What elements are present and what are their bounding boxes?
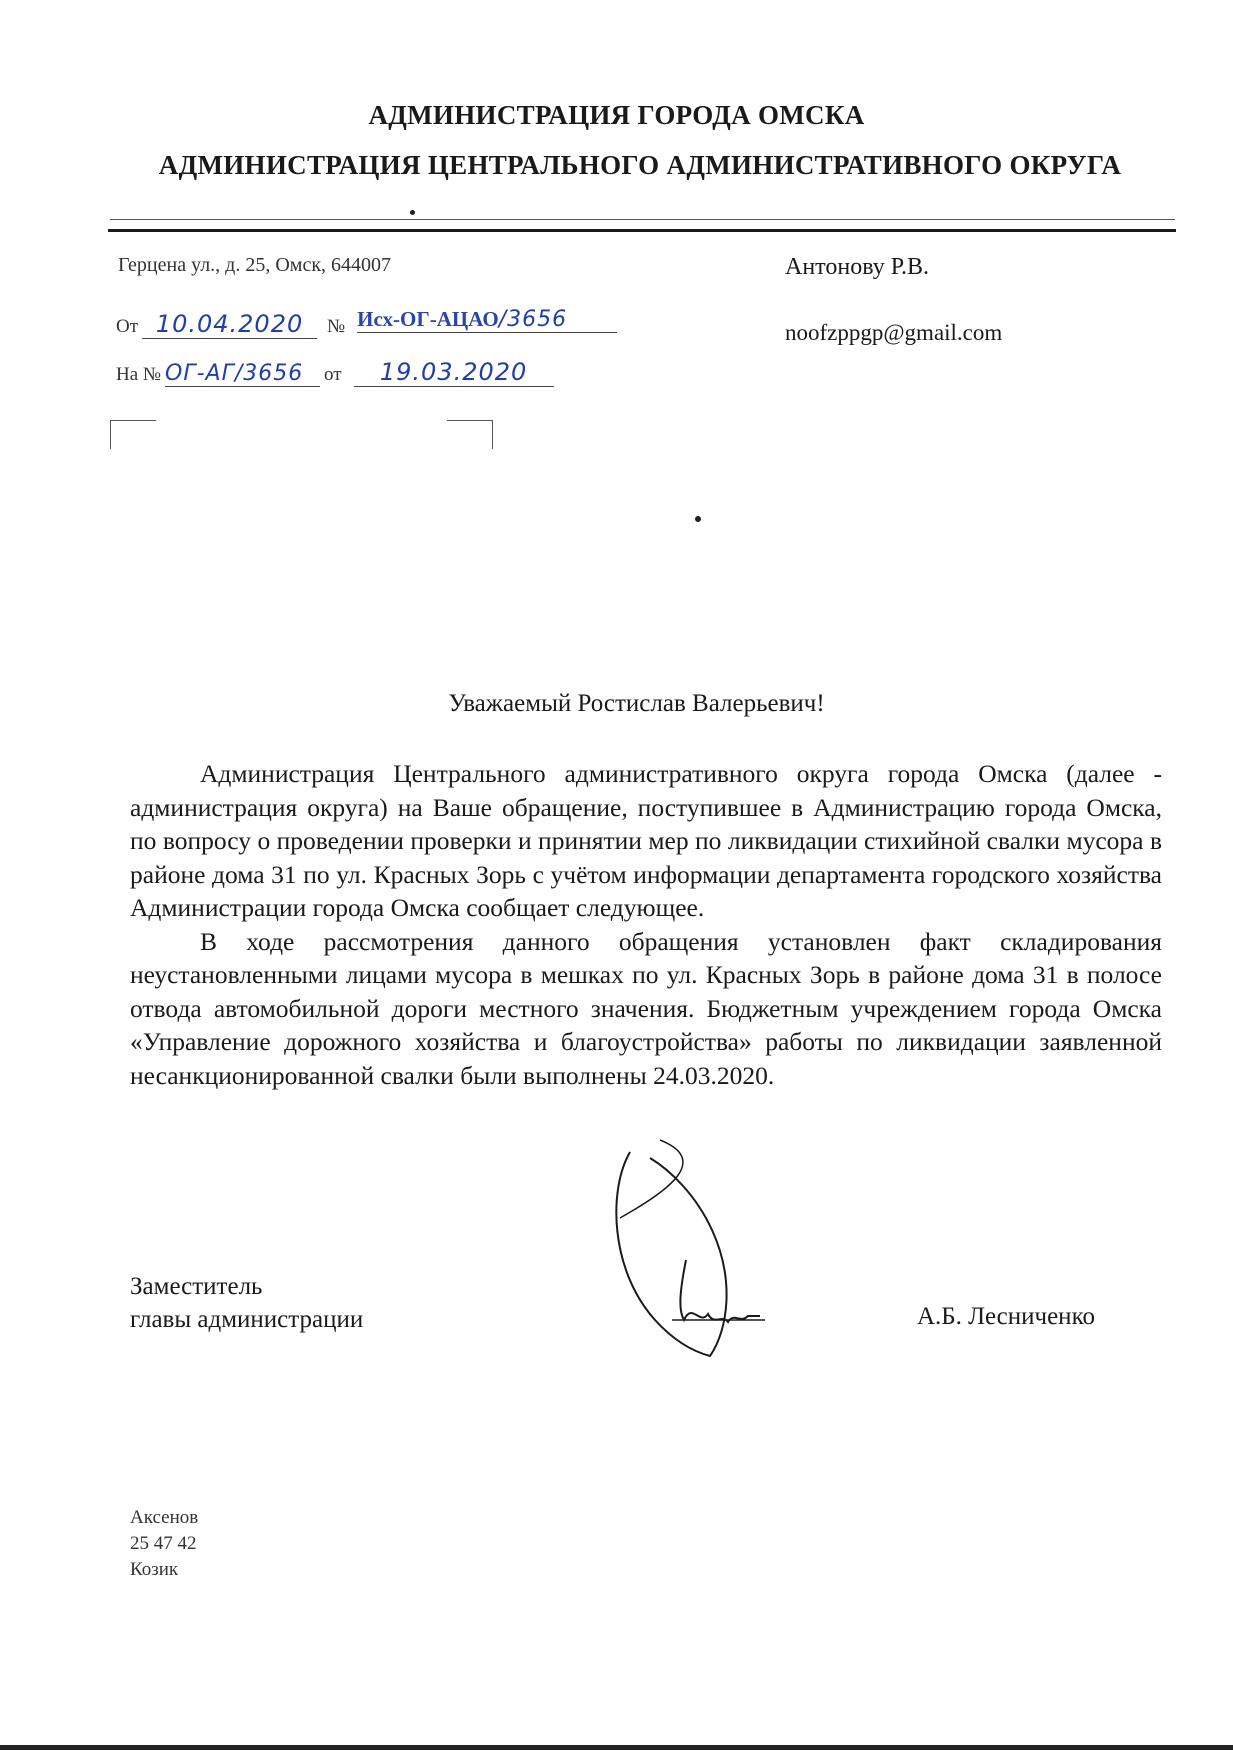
letter-body (130, 757, 1162, 1092)
outgoing-number-stamp: Исх-ОГ-АЦАО (357, 307, 499, 331)
ref-date-label: от (324, 364, 342, 385)
header-rule-thin (110, 219, 1175, 220)
recipient-name: Антонову Р.В. (785, 254, 930, 280)
header-district-administration: АДМИНИСТРАЦИЯ ЦЕНТРАЛЬНОГО АДМИНИСТРАТИВНОГО ОКРУГА (158, 150, 1122, 180)
header-rule-thick (108, 229, 1176, 232)
handwritten-signature-image (600, 1130, 780, 1370)
executor-phone: 25 47 42 (130, 1533, 197, 1554)
header-city-administration: АДМИНИСТРАЦИЯ ГОРОДА ОМСКА (368, 100, 865, 130)
ref-number: ОГ-АГ/3656 (165, 361, 304, 386)
outgoing-date-field (142, 310, 317, 339)
ref-date-field (354, 358, 554, 387)
corner-mark-left (110, 420, 156, 449)
ref-number-field (165, 361, 320, 387)
executor-name: Аксенов (130, 1507, 199, 1528)
ref-label: На № (116, 364, 162, 385)
paragraph-2: В ходе рассмотрения данного обращения установлен факт складирования неустановленными лицами мусора в мешках по ул. Красных Зорь в районе дома 31 в полосе отвода автомобильной дороги местного значения. Бюджетным учреждением города Омска «Управление дорожного хозяйства и благоустройства» работы по ликвидации заявленной несанкционированной свалки были выполнены 24.03.2020. (130, 926, 1162, 1090)
from-label: От (116, 316, 139, 337)
paragraph-1: Администрация Центрального административного округа города Омска (далее - администрация округа) на Ваше обращение, поступившее в Администрацию города Омска, по вопросу о проведении проверки и принятии мер по ликвидации стихийной свалки мусора в районе дома 31 по ул. Красных Зорь с учётом информации департамента городского хозяйства Администрации города Омска сообщает следующее. (130, 759, 1162, 922)
scan-speck (410, 210, 415, 215)
signatory-title-line2: главы администрации (130, 1306, 364, 1333)
recipient-email: noofzppgp@gmail.com (785, 320, 1003, 345)
sender-address: Герцена ул., д. 25, Омск, 644007 (118, 254, 392, 276)
outgoing-line (116, 307, 617, 339)
ref-date: 19.03.2020 (379, 358, 528, 386)
scan-bottom-edge (0, 1745, 1233, 1750)
outgoing-number-field (357, 307, 617, 333)
executor-info (130, 1505, 198, 1583)
reference-line (116, 358, 554, 387)
outgoing-number-hand: /3656 (498, 307, 568, 332)
signatory-name: А.Б. Лесниченко (917, 1303, 1095, 1330)
signatory-title-line1: Заместитель (130, 1273, 263, 1300)
number-label: № (327, 316, 346, 337)
signatory-title (130, 1270, 363, 1336)
executor-second-name: Козик (130, 1559, 179, 1580)
salutation: Уважаемый Ростислав Валерьевич! (448, 690, 825, 717)
corner-mark-right (447, 420, 493, 449)
scan-speck (695, 516, 701, 522)
outgoing-date: 10.04.2020 (155, 310, 304, 338)
